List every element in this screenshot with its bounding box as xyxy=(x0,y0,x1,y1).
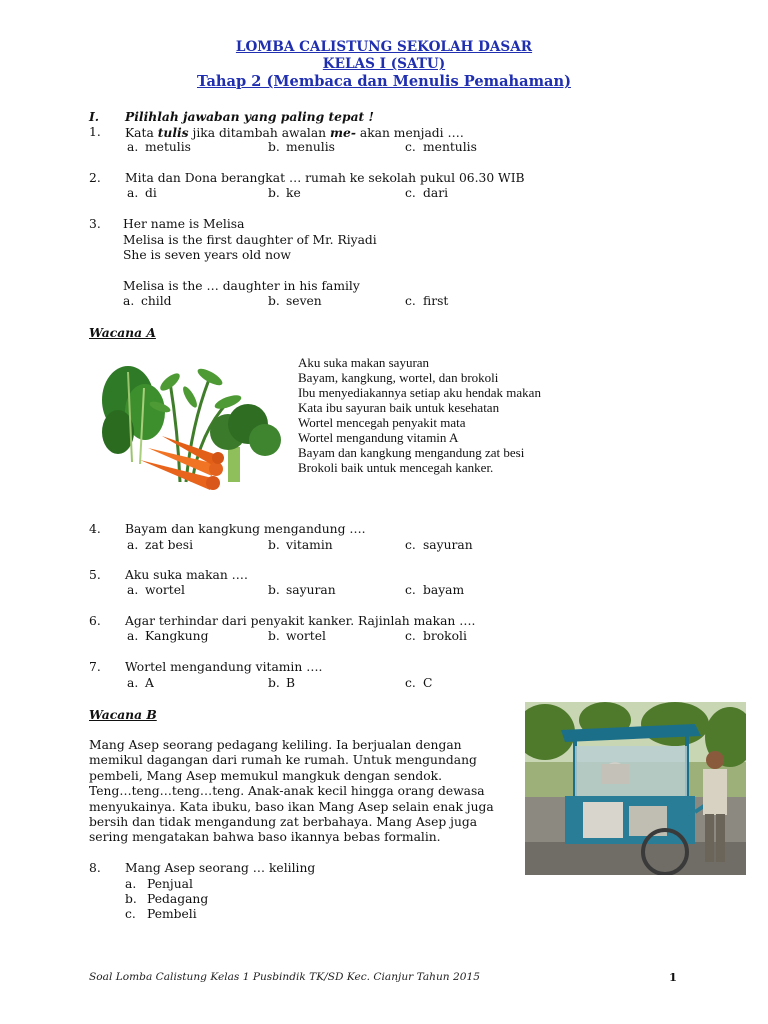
option-c[interactable]: c. sayuran xyxy=(405,538,473,552)
wacana-b-line: pembeli, Mang Asep memukul mangkuk dengan sendok. xyxy=(89,768,443,783)
wacana-a-line: Ibu menyediakannya setiap aku hendak makan xyxy=(298,385,541,400)
option-b[interactable]: b. B xyxy=(268,676,296,690)
wacana-a-line: Kata ibu sayuran baik untuk kesehatan xyxy=(298,400,500,415)
page-number: 1 xyxy=(669,970,678,984)
question-text: Aku suka makan …. xyxy=(125,568,248,582)
option-c[interactable]: c. first xyxy=(405,294,449,308)
carrot-icon xyxy=(140,436,224,490)
passage-line: Her name is Melisa xyxy=(123,217,245,231)
footer-text: Soal Lomba Calistung Kelas 1 Pusbindik TK/SD Kec. Cianjur Tahun 2015 xyxy=(89,971,480,983)
question-number: 4. xyxy=(89,522,101,536)
baso-cart-illustration xyxy=(525,702,746,875)
question-text: Mita dan Dona berangkat … rumah ke sekolah pukul 06.30 WIB xyxy=(125,171,525,185)
wacana-b-line: sering mengatakan bahwa baso ikannya bebas formalin. xyxy=(89,830,441,845)
option-a[interactable]: a. wortel xyxy=(127,583,185,597)
question-number: 3. xyxy=(89,217,101,231)
wacana-b-line: Mang Asep seorang pedagang keliling. Ia berjualan dengan xyxy=(89,738,462,752)
passage-line: Melisa is the first daughter of Mr. Riyadi xyxy=(123,233,377,247)
option-b[interactable]: b. ke xyxy=(268,186,301,200)
option-b[interactable]: b. menulis xyxy=(268,140,335,154)
wacana-a-line: Bayam, kangkung, wortel, dan brokoli xyxy=(298,370,499,385)
wacana-a-line: Aku suka makan sayuran xyxy=(298,355,430,370)
question-text: Melisa is the … daughter in his family xyxy=(123,279,360,293)
wacana-a-line: Brokoli baik untuk mencegah kanker. xyxy=(298,460,494,475)
wacana-a-line: Wortel mengandung vitamin A xyxy=(298,430,459,445)
option-a[interactable]: a. Penjual xyxy=(125,877,193,891)
question-text: Wortel mengandung vitamin …. xyxy=(125,660,323,674)
wacana-b-paragraph xyxy=(89,738,515,846)
question-number: 7. xyxy=(89,660,101,674)
option-a[interactable]: a. metulis xyxy=(127,140,191,154)
option-c[interactable]: c. bayam xyxy=(405,583,465,597)
header-class: KELAS I (SATU) xyxy=(322,56,446,72)
wacana-a-line: Wortel mencegah penyakit mata xyxy=(298,415,466,430)
question-number: 2. xyxy=(89,171,101,185)
option-c[interactable]: c. Pembeli xyxy=(125,907,197,921)
option-a[interactable]: a. A xyxy=(127,676,154,690)
wacana-b-line: bersih dan tidak mengandung zat berbahaya. Mang Asep juga xyxy=(89,814,478,829)
option-c[interactable]: c. dari xyxy=(405,186,449,200)
spinach-icon xyxy=(102,366,165,464)
option-b[interactable]: b. wortel xyxy=(268,629,326,643)
wacana-b-title: Wacana B xyxy=(89,707,157,722)
option-b[interactable]: b. sayuran xyxy=(268,583,336,597)
section-instruction: Pilihlah jawaban yang paling tepat ! xyxy=(125,109,374,124)
option-a[interactable]: a. Kangkung xyxy=(127,629,209,643)
option-b[interactable]: b. seven xyxy=(268,294,322,308)
header-title: LOMBA CALISTUNG SEKOLAH DASAR xyxy=(235,39,533,55)
passage-line: She is seven years old now xyxy=(123,248,291,262)
question-number: 1. xyxy=(89,125,101,139)
vegetables-illustration xyxy=(100,352,285,500)
option-a[interactable]: a. zat besi xyxy=(127,538,194,552)
wacana-b-line: memikul dagangan dari rumah ke rumah. Untuk mengundang xyxy=(89,753,477,768)
wacana-b-line: menyukainya. Kata ibuku, baso ikan Mang Asep selain enak juga xyxy=(89,799,494,814)
option-a[interactable]: a. di xyxy=(127,186,157,200)
option-b[interactable]: b. vitamin xyxy=(268,538,333,552)
option-a[interactable]: a. child xyxy=(123,294,172,308)
header-stage: Tahap 2 (Membaca dan Menulis Pemahaman) xyxy=(196,73,571,90)
question-text: Kata tulis jika ditambah awalan me- akan menjadi …. xyxy=(125,125,464,140)
question-number: 5. xyxy=(89,568,101,582)
question-number: 6. xyxy=(89,614,101,628)
vegetables-image xyxy=(100,352,285,500)
section-number: I. xyxy=(89,109,100,124)
wacana-a-title: Wacana A xyxy=(89,325,156,340)
cart-image xyxy=(525,702,746,875)
question-number: 8. xyxy=(89,861,101,875)
question-text: Agar terhindar dari penyakit kanker. Rajinlah makan …. xyxy=(125,614,476,628)
option-c[interactable]: c. mentulis xyxy=(405,140,477,154)
wacana-a-line: Bayam dan kangkung mengandung zat besi xyxy=(298,445,525,460)
wacana-b-line: Teng…teng…teng…teng. Anak-anak kecil hingga orang dewasa xyxy=(89,784,485,799)
option-c[interactable]: c. C xyxy=(405,676,433,690)
question-text: Mang Asep seorang … keliling xyxy=(125,861,316,875)
question-text: Bayam dan kangkung mengandung …. xyxy=(125,522,366,536)
option-b[interactable]: b. Pedagang xyxy=(125,892,209,906)
option-c[interactable]: c. brokoli xyxy=(405,629,467,643)
